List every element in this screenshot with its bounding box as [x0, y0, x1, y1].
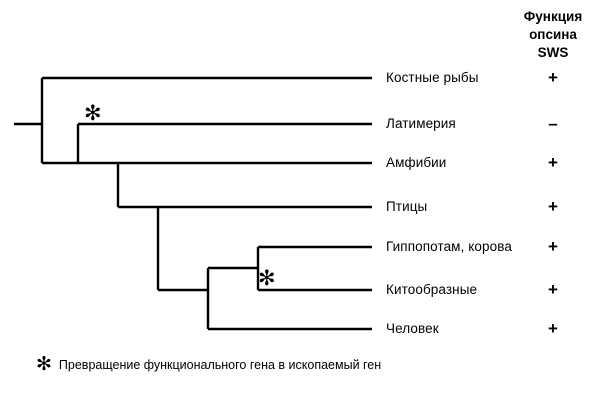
taxon-label-cetaceans: Китообразные — [386, 282, 478, 297]
taxon-label-amphibians: Амфибии — [386, 155, 447, 170]
opsin-function-amphibians: + — [548, 153, 558, 172]
asterisk-marker-icon-cetacea-branch: ✻ — [258, 266, 276, 290]
opsin-function-cetaceans: + — [548, 280, 558, 299]
legend-text: Превращение функционального гена в ископаемый ген — [58, 357, 382, 372]
column-header-line-2: опсина — [529, 27, 577, 43]
taxon-label-latimeria: Латимерия — [386, 116, 456, 131]
column-header-opsin-function — [510, 8, 596, 63]
asterisk-marker-icon-latimeria-branch: ✻ — [84, 101, 102, 125]
opsin-function-birds: + — [548, 197, 558, 216]
taxon-label-human: Человек — [386, 321, 439, 336]
opsin-function-bony-fish: + — [548, 68, 558, 87]
opsin-function-latimeria: – — [548, 114, 558, 133]
legend-asterisk-icon: ✻ — [36, 353, 52, 375]
legend — [36, 355, 381, 374]
opsin-function-human: + — [548, 319, 558, 338]
taxon-label-bony-fish: Костные рыбы — [386, 70, 479, 85]
column-header-line-3: SWS — [537, 45, 569, 61]
taxon-label-hippo-cow: Гиппопотам, корова — [386, 239, 512, 254]
taxon-label-birds: Птицы — [386, 199, 428, 214]
opsin-function-hippo-cow: + — [548, 237, 558, 256]
column-header-line-1: Функция — [523, 9, 583, 24]
